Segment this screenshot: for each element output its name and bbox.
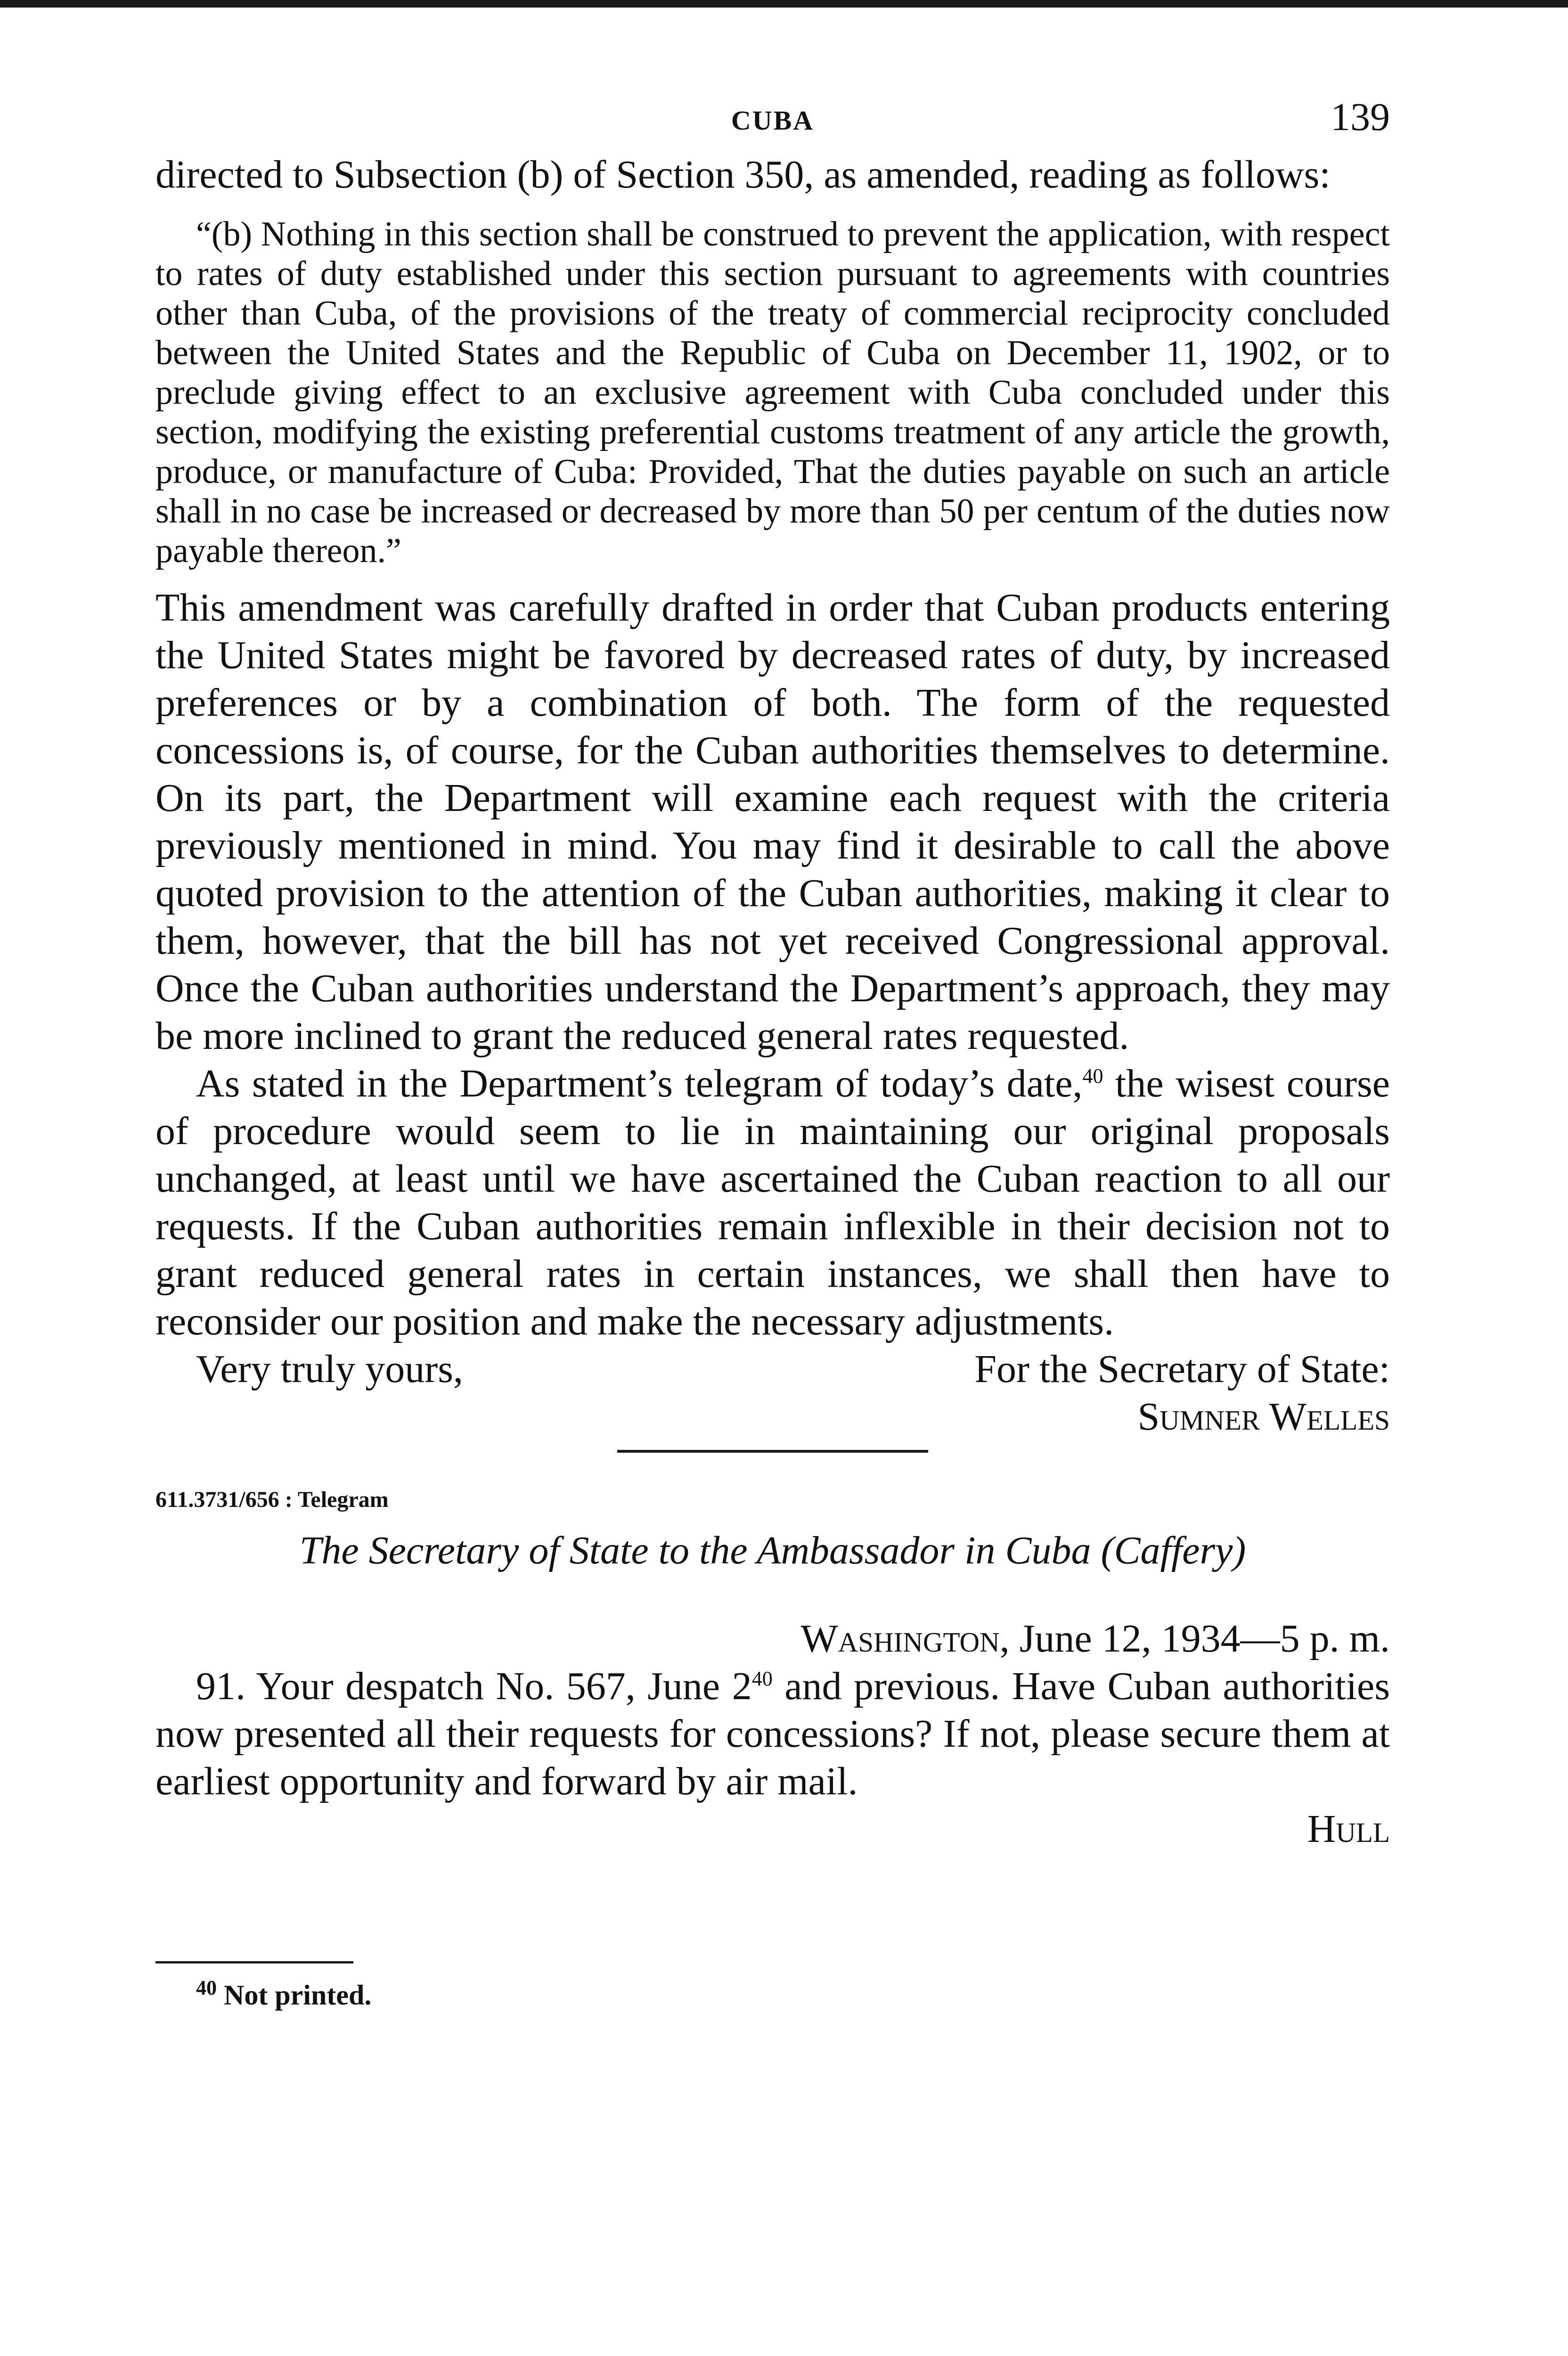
footnote-reference: 40 bbox=[751, 1667, 773, 1690]
dateline-date: , June 12, 1934—5 p. m. bbox=[999, 1617, 1390, 1661]
letter-intro: directed to Subsection (b) of Section 350, as amended, reading as follows: bbox=[155, 153, 1331, 196]
quoted-provision: “(b) Nothing in this section shall be construed to prevent the application, with respect to rates of duty established under this section pursuant to agreements with countries other than Cuba, of the provisions of the treaty of commercial reciprocity concluded between the United States and the Republic of Cuba on December 11, 1902, or to preclude giving effect to an exclusive agreement with Cuba concluded under this section, modifying the existing preferential customs treatment of any article the growth, produce, or manufacture of Cuba: Provided, That the duties payable on such an article shall in no case be increased or decreased by more than 50 per centum of the duties now payable thereon.” bbox=[155, 215, 1390, 570]
signature-authority: For the Secretary of State: bbox=[974, 1347, 1390, 1391]
footnote-marker: 40 bbox=[196, 1976, 217, 1999]
telegram-text-after-note: and previous. Have Cuban authorities now presented all their requests for concessions? If not, please secure them at earliest opportunity and forward by air mail. bbox=[155, 1664, 1390, 1803]
paragraph-2-text-before-note: As stated in the Department’s telegram of today’s date, bbox=[196, 1062, 1083, 1105]
telegram-text-before-note: 91. Your despatch No. 567, June 2 bbox=[196, 1664, 752, 1708]
letter-closing bbox=[155, 1345, 1390, 1440]
letter-paragraph-2 bbox=[155, 1060, 1390, 1345]
dateline bbox=[155, 1615, 1390, 1662]
page-number: 139 bbox=[1331, 95, 1390, 139]
section-divider bbox=[617, 1450, 928, 1453]
telegram-signature: Hull bbox=[1307, 1807, 1390, 1851]
footnote bbox=[196, 1976, 1390, 2012]
top-border-rule bbox=[0, 0, 1568, 8]
footnote-text: Not printed. bbox=[217, 1980, 372, 2011]
document-page bbox=[155, 94, 1390, 2012]
footnote-rule bbox=[155, 1961, 353, 1963]
letter-signature: Sumner Welles bbox=[1137, 1395, 1390, 1439]
telegram-body bbox=[155, 1662, 1390, 1805]
letter-paragraph-1: This amendment was carefully drafted in order that Cuban products entering the United States might be favored by decreased rates of duty, by increased preferences or by a combination of both. The form of the requested concessions is, of course, for the Cuban authorities themselves to determine. On its part, the Department will examine each request with the criteria previously mentioned in mind. You may find it desirable to call the above quoted provision to the attention of the Cuban authorities, making it clear to them, however, that the bill has not yet received Congressional approval. Once the Cuban authorities understand the Department’s approach, they may be more inclined to grant the reduced general rates requested. bbox=[155, 586, 1390, 1058]
complimentary-close: Very truly yours, bbox=[196, 1347, 463, 1391]
document-title: The Secretary of State to the Ambassador in Cuba (Caffery) bbox=[299, 1529, 1246, 1572]
paragraph-2-text-after-note: the wisest course of procedure would seem to lie in maintaining our original proposals unchanged, at least until we have ascertained the Cuban reaction to all our requests. If the Cuban authorities remain inflexible in their decision not to grant reduced general rates in certain instances, we shall then have to reconsider our position and make the necessary adjustments. bbox=[155, 1062, 1390, 1343]
dateline-place: Washington bbox=[800, 1617, 1000, 1661]
footnote-reference: 40 bbox=[1082, 1064, 1103, 1088]
running-head bbox=[155, 94, 1390, 151]
running-title: CUBA bbox=[731, 105, 815, 136]
file-number: 611.3731/656 : Telegram bbox=[155, 1487, 389, 1512]
